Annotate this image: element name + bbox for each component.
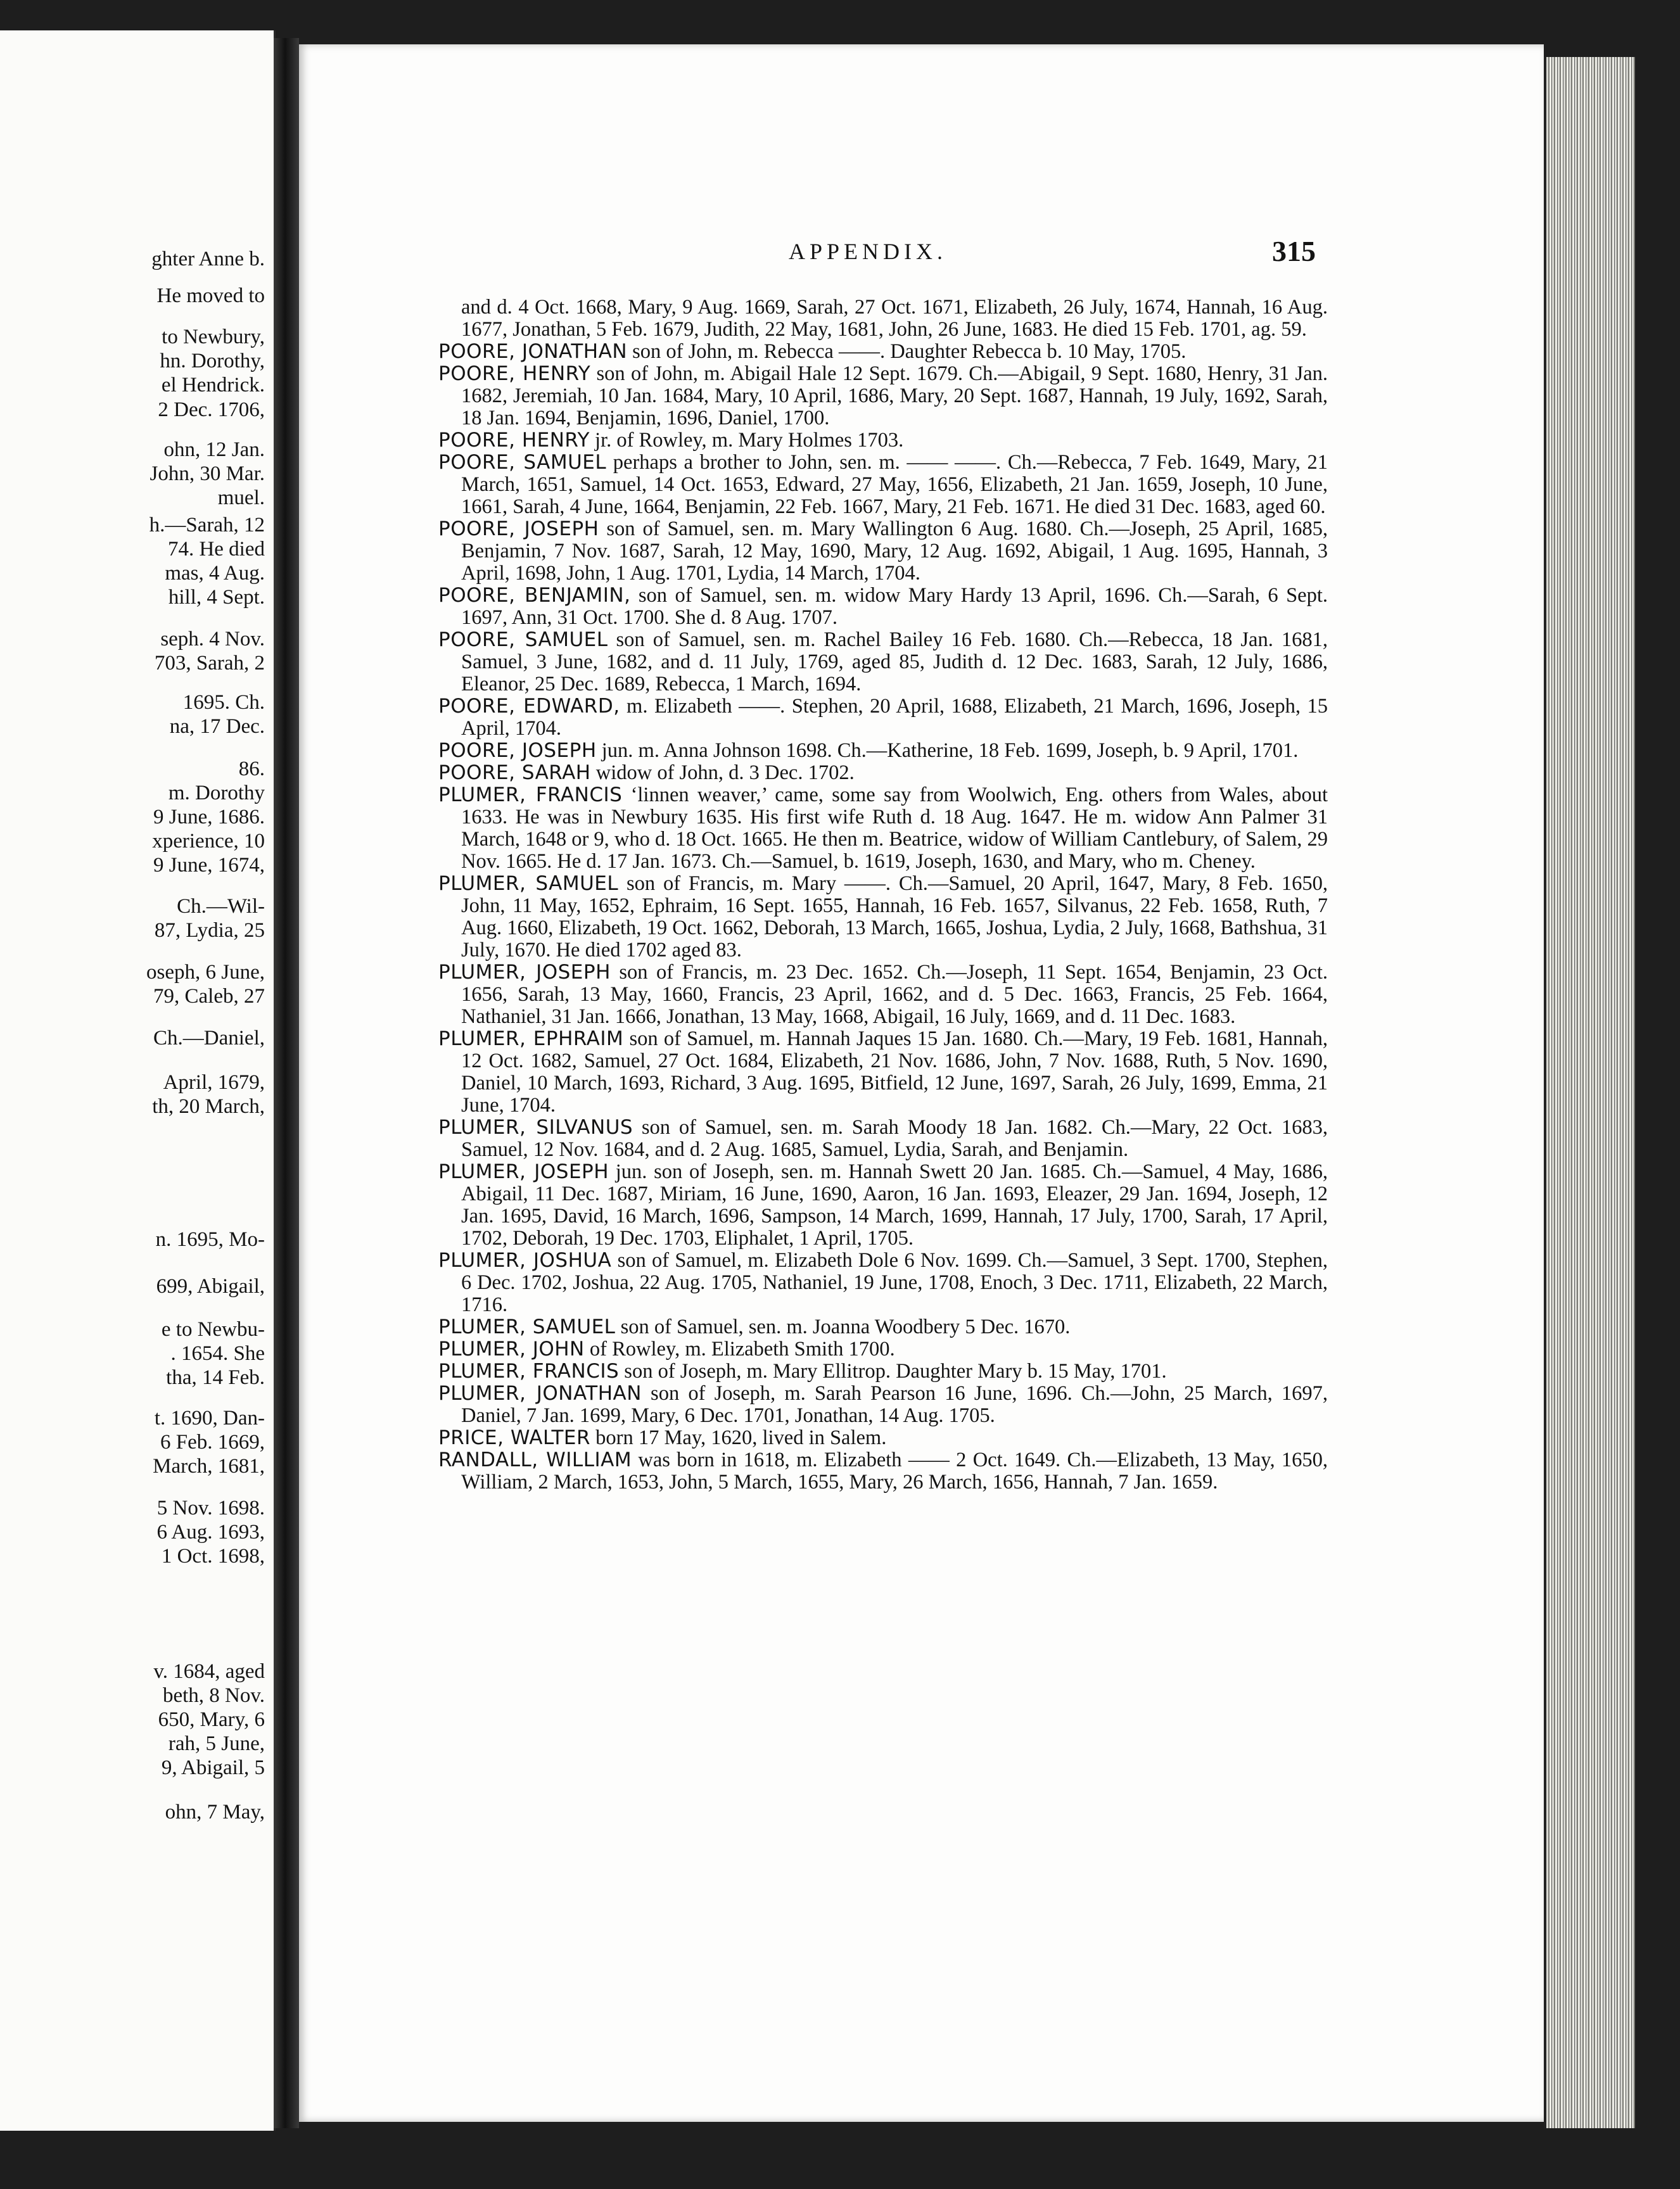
continued-entry: [438, 296, 1328, 341]
entry-surname: POORE, HENRY: [438, 429, 590, 452]
genealogy-entries: [438, 296, 1328, 1494]
left-page-text-fragment: 2 Dec. 1706,: [158, 398, 265, 421]
entry-text: son of Joseph, m. Sarah Pearson 16 June, 1696. Ch.—John, 25 March, 1697, Daniel, 7 Jan. 1699, Mary, 6 Dec. 1701, Jonathan, 14 Aug. 1705.: [461, 1382, 1328, 1427]
genealogy-entry: [438, 1361, 1328, 1383]
entry-text: son of Francis, m. Mary ——. Ch.—Samuel, 20 April, 1647, Mary, 8 Feb. 1650, John, 11 May, 1652, Ephraim, 16 Sept. 1655, Hannah, 16 Feb. 1657, Silvanus, 22 Feb. 1658, Ruth, 7 Aug. 1660, Elizabeth, 19 Oct. 1662, Deborah, 13 March, 1665, Joshua, Lydia, 2 July, 1668, Bathshua, 31 July, 1670. He died 1702 aged 83.: [461, 872, 1328, 961]
entry-surname: POORE, JOSEPH: [438, 517, 599, 540]
entry-surname: PLUMER, JOHN: [438, 1338, 585, 1361]
entry-text: son of Samuel, sen. m. Sarah Moody 18 Jan. 1682. Ch.—Mary, 22 Oct. 1683, Samuel, 12 Nov. 1684, and d. 2 Aug. 1685, Samuel, Lydia, Sarah, and Benjamin.: [461, 1116, 1328, 1161]
left-page-text-fragment: 86.: [238, 758, 265, 780]
genealogy-entry: [438, 341, 1328, 363]
entry-surname: PLUMER, FRANCIS: [438, 784, 623, 806]
entry-text: widow of John, d. 3 Dec. 1702.: [590, 761, 855, 784]
left-page-text-fragment: Ch.—Wil-: [177, 895, 265, 918]
left-page-text-fragment: 5 Nov. 1698.: [156, 1497, 265, 1520]
entry-surname: POORE, SAMUEL: [438, 451, 607, 474]
genealogy-entry: [438, 1338, 1328, 1361]
entry-surname: POORE, HENRY: [438, 362, 591, 385]
genealogy-entry: [438, 961, 1328, 1028]
left-page-text-fragment: 1 Oct. 1698,: [161, 1545, 265, 1568]
entry-surname: PLUMER, JOSHUA: [438, 1249, 612, 1272]
left-page-text-fragment: 6 Aug. 1693,: [156, 1521, 265, 1544]
left-page-text-fragment: 699, Abigail,: [156, 1275, 265, 1298]
left-page-text-fragment: to Newbury,: [162, 326, 265, 348]
left-page-text-fragment: na, 17 Dec.: [169, 715, 265, 738]
left-page-text-fragment: ghter Anne b.: [151, 248, 265, 270]
genealogy-entry: [438, 784, 1328, 873]
left-page-text-fragment: 74. He died: [167, 538, 265, 561]
genealogy-entry: [438, 695, 1328, 740]
genealogy-entry: [438, 1028, 1328, 1117]
left-page-text-fragment: . 1654. She: [170, 1342, 265, 1365]
left-page-text-fragment: m. Dorothy: [168, 782, 265, 804]
entry-surname: PLUMER, EPHRAIM: [438, 1027, 624, 1050]
entry-surname: POORE, EDWARD,: [438, 695, 620, 718]
entry-surname: POORE, JOSEPH: [438, 739, 597, 762]
left-page-text-fragment: t. 1690, Dan-: [154, 1407, 265, 1430]
genealogy-entry: [438, 429, 1328, 452]
genealogy-entry: [438, 1117, 1328, 1161]
left-page-text-fragment: ohn, 7 May,: [165, 1801, 265, 1824]
left-page-text-fragment: h.—Sarah, 12: [149, 514, 265, 536]
left-page-text-fragment: seph. 4 Nov.: [160, 628, 265, 650]
entry-text: jun. m. Anna Johnson 1698. Ch.—Katherine, 18 Feb. 1699, Joseph, b. 9 April, 1701.: [596, 739, 1299, 762]
genealogy-entry: [438, 1427, 1328, 1449]
facing-page-left: [0, 30, 276, 2131]
left-page-text-fragment: beth, 8 Nov.: [162, 1684, 265, 1707]
entry-text: son of Samuel, sen. m. widow Mary Hardy 13 April, 1696. Ch.—Sarah, 6 Sept. 1697, Ann, 31 Oct. 1700. She d. 8 Aug. 1707.: [461, 584, 1328, 629]
entry-surname: RANDALL, WILLIAM: [438, 1449, 632, 1471]
entry-surname: PLUMER, FRANCIS: [438, 1360, 620, 1383]
left-page-text-fragment: hill, 4 Sept.: [168, 586, 265, 609]
left-page-text-fragment: Ch.—Daniel,: [153, 1027, 265, 1050]
genealogy-entry: [438, 1449, 1328, 1494]
entry-text: was born in 1618, m. Elizabeth —— 2 Oct. 1649. Ch.—Elizabeth, 13 May, 1650, William, 2 March, 1653, John, 5 March, 1655, Mary, 26 March, 1656, Hannah, 7 Jan. 1659.: [461, 1449, 1328, 1494]
left-page-text-fragment: hn. Dorothy,: [160, 350, 265, 372]
left-page-text-fragment: 9 June, 1674,: [153, 854, 265, 877]
genealogy-entry: [438, 1383, 1328, 1427]
genealogy-entry: [438, 1316, 1328, 1338]
left-page-text-fragment: He moved to: [156, 284, 265, 307]
entry-surname: POORE, SAMUEL: [438, 628, 608, 651]
entry-surname: PLUMER, SILVANUS: [438, 1116, 633, 1139]
entry-surname: PLUMER, JONATHAN: [438, 1382, 642, 1405]
left-page-text-fragment: ohn, 12 Jan.: [163, 438, 265, 461]
left-page-text-fragment: tha, 14 Feb.: [166, 1366, 265, 1389]
entry-text: son of Samuel, m. Elizabeth Dole 6 Nov. 1699. Ch.—Samuel, 3 Sept. 1700, Stephen, 6 Dec. 1702, Joshua, 22 Aug. 1705, Nathaniel, 19 June, 1708, Enoch, 3 Dec. 1711, Elizabeth, 22 March, 1716.: [461, 1249, 1328, 1316]
page-edges: [1544, 57, 1635, 2128]
genealogy-entry: [438, 629, 1328, 695]
left-page-text-fragment: March, 1681,: [153, 1455, 265, 1478]
left-page-text-fragment: mas, 4 Aug.: [165, 562, 265, 585]
entry-text: ‘linnen weaver,’ came, some say from Woolwich, Eng. others from Wales, about 1633. He was in Newbury 1635. His first wife Ruth d. 18 Aug. 1647. He m. widow Ann Palmer 31 March, 1648 or 9, who d. 18 Oct. 1665. He then m. Beatrice, widow of William Cantlebury, of Salem, 29 Nov. 1665. He d. 17 Jan. 1673. Ch.—Samuel, b. 1619, Joseph, 1630, and Mary, who m. Cheney.: [461, 784, 1328, 873]
entry-text: son of Joseph, m. Mary Ellitrop. Daughter Mary b. 15 May, 1701.: [619, 1360, 1167, 1383]
left-page-text-fragment: 87, Lydia, 25: [154, 919, 265, 942]
entry-text: jun. son of Joseph, sen. m. Hannah Swett 20 Jan. 1685. Ch.—Samuel, 4 May, 1686, Abigail, 11 Dec. 1687, Miriam, 16 June, 1690, Aaron, 16 Jan. 1693, Eleazer, 29 Jan. 1694, Joseph, 12 Jan. 1695, David, 16 March, 1696, Sampson, 14 March, 1699, Hannah, 17 July, 1700, Sarah, 17 April, 1702, Deborah, 19 Dec. 1703, Eliphalet, 1 April, 1705.: [461, 1160, 1328, 1250]
left-page-text-fragment: th, 20 March,: [152, 1095, 265, 1118]
entry-text: son of John, m. Abigail Hale 12 Sept. 1679. Ch.—Abigail, 9 Sept. 1680, Henry, 31 Jan. 1682, Jeremiah, 10 Jan. 1684, Mary, 10 April, 1686, Mary, 20 Sept. 1687, Hannah, 19 July, 1692, Sarah, 18 Jan. 1694, Benjamin, 1696, Daniel, 1700.: [461, 362, 1328, 429]
entry-surname: PLUMER, JOSEPH: [438, 1160, 609, 1183]
left-page-text-fragment: oseph, 6 June,: [146, 961, 265, 984]
genealogy-entry: [438, 452, 1328, 518]
genealogy-entry: [438, 1250, 1328, 1316]
entry-surname: POORE, SARAH: [438, 761, 591, 784]
entry-text: of Rowley, m. Elizabeth Smith 1700.: [584, 1338, 895, 1361]
entry-text: son of Samuel, m. Hannah Jaques 15 Jan. 1680. Ch.—Mary, 19 Feb. 1681, Hannah, 12 Oct. 1682, Samuel, 27 Oct. 1684, Elizabeth, 21 Nov. 1686, John, 7 Nov. 1688, Ruth, 5 Nov. 1690, Daniel, 10 March, 1693, Richard, 3 Aug. 1695, Bitfield, 12 June, 1697, Sarah, 26 July, 1699, Emma, 21 June, 1704.: [461, 1027, 1328, 1117]
genealogy-entry: [438, 518, 1328, 585]
entry-text: son of Samuel, sen. m. Rachel Bailey 16 Feb. 1680. Ch.—Rebecca, 18 Jan. 1681, Samuel, 3 June, 1682, and d. 11 July, 1769, aged 85, Judith d. 12 Dec. 1683, Sarah, 12 July, 1686, Eleanor, 25 Dec. 1689, Rebecca, 1 March, 1694.: [461, 628, 1328, 695]
entry-text: jr. of Rowley, m. Mary Holmes 1703.: [589, 429, 904, 452]
entry-surname: POORE, JONATHAN: [438, 340, 628, 363]
page-number: 315: [1272, 235, 1316, 267]
entry-surname: POORE, BENJAMIN,: [438, 584, 631, 607]
left-page-text-fragment: April, 1679,: [163, 1071, 265, 1094]
entry-text: son of John, m. Rebecca ——. Daughter Rebecca b. 10 May, 1705.: [627, 340, 1187, 363]
left-page-text-fragment: 9 June, 1686.: [153, 806, 265, 828]
entry-text: perhaps a brother to John, sen. m. —— ——. Ch.—Rebecca, 7 Feb. 1649, Mary, 21 March, 1651, Samuel, 14 Oct. 1653, Edward, 27 May, 1656, Elizabeth, 21 Jan. 1659, Joseph, 10 June, 1661, Sarah, 4 June, 1664, Benjamin, 22 Feb. 1667, Mary, 21 Feb. 1671. He died 31 Dec. 1683, aged 60.: [461, 451, 1328, 518]
genealogy-entry: [438, 1161, 1328, 1250]
left-page-text-fragment: e to Newbu-: [161, 1318, 265, 1341]
left-page-text-fragment: v. 1684, aged: [153, 1660, 265, 1683]
entry-text: and d. 4 Oct. 1668, Mary, 9 Aug. 1669, Sarah, 27 Oct. 1671, Elizabeth, 26 July, 1674, Hannah, 16 Aug. 1677, Jonathan, 5 Feb. 1679, Judith, 22 May, 1681, John, 26 June, 1683. He died 15 Feb. 1701, ag. 59.: [461, 296, 1328, 341]
entry-text: son of Samuel, sen. m. Joanna Woodbery 5 Dec. 1670.: [615, 1316, 1071, 1338]
entry-text: born 17 May, 1620, lived in Salem.: [590, 1426, 887, 1449]
left-page-text-fragment: 79, Caleb, 27: [153, 985, 265, 1008]
left-page-text-fragment: n. 1695, Mo-: [155, 1228, 265, 1251]
entry-text: m. Elizabeth ——. Stephen, 20 April, 1688, Elizabeth, 21 March, 1696, Joseph, 15 April, 1704.: [461, 695, 1328, 740]
genealogy-entry: [438, 585, 1328, 629]
running-header: APPENDIX.: [789, 239, 948, 264]
left-page-text-fragment: el Hendrick.: [161, 374, 265, 397]
left-page-text-fragment: rah, 5 June,: [168, 1732, 265, 1755]
book-gutter: [274, 38, 299, 2128]
left-page-text-fragment: 6 Feb. 1669,: [160, 1431, 265, 1454]
entry-text: son of Francis, m. 23 Dec. 1652. Ch.—Joseph, 11 Sept. 1654, Benjamin, 23 Oct. 1656, Sarah, 13 May, 1660, Francis, 23 April, 1662, and d. 5 Dec. 1663, Francis, 25 Feb. 1664, Nathaniel, 31 Jan. 1666, Jonathan, 13 May, 1668, Abigail, 16 July, 1669, and d. 11 Dec. 1683.: [461, 961, 1328, 1028]
entry-surname: PLUMER, SAMUEL: [438, 1316, 616, 1338]
left-page-text-fragment: John, 30 Mar.: [150, 462, 265, 485]
genealogy-entry: [438, 762, 1328, 784]
left-page-text-fragment: 1695. Ch.: [182, 691, 265, 714]
left-page-text-fragment: xperience, 10: [152, 830, 265, 853]
entry-text: son of Samuel, sen. m. Mary Wallington 6 Aug. 1680. Ch.—Joseph, 25 April, 1685, Benjamin, 7 Nov. 1687, Sarah, 12 May, 1690, Mary, 12 Aug. 1692, Abigail, 1 Aug. 1695, Hannah, 3 April, 1698, John, 1 Aug. 1701, Lydia, 14 March, 1704.: [461, 517, 1328, 585]
genealogy-entry: [438, 873, 1328, 961]
genealogy-entry: [438, 363, 1328, 429]
left-page-text-fragment: 703, Sarah, 2: [154, 652, 265, 675]
left-page-text-fragment: 650, Mary, 6: [158, 1708, 265, 1731]
left-page-text-fragment: muel.: [217, 486, 265, 509]
genealogy-entry: [438, 740, 1328, 762]
entry-surname: PLUMER, JOSEPH: [438, 961, 611, 984]
entry-surname: PLUMER, SAMUEL: [438, 872, 619, 895]
left-page-text-fragment: 9, Abigail, 5: [161, 1756, 265, 1779]
entry-surname: PRICE, WALTER: [438, 1426, 591, 1449]
